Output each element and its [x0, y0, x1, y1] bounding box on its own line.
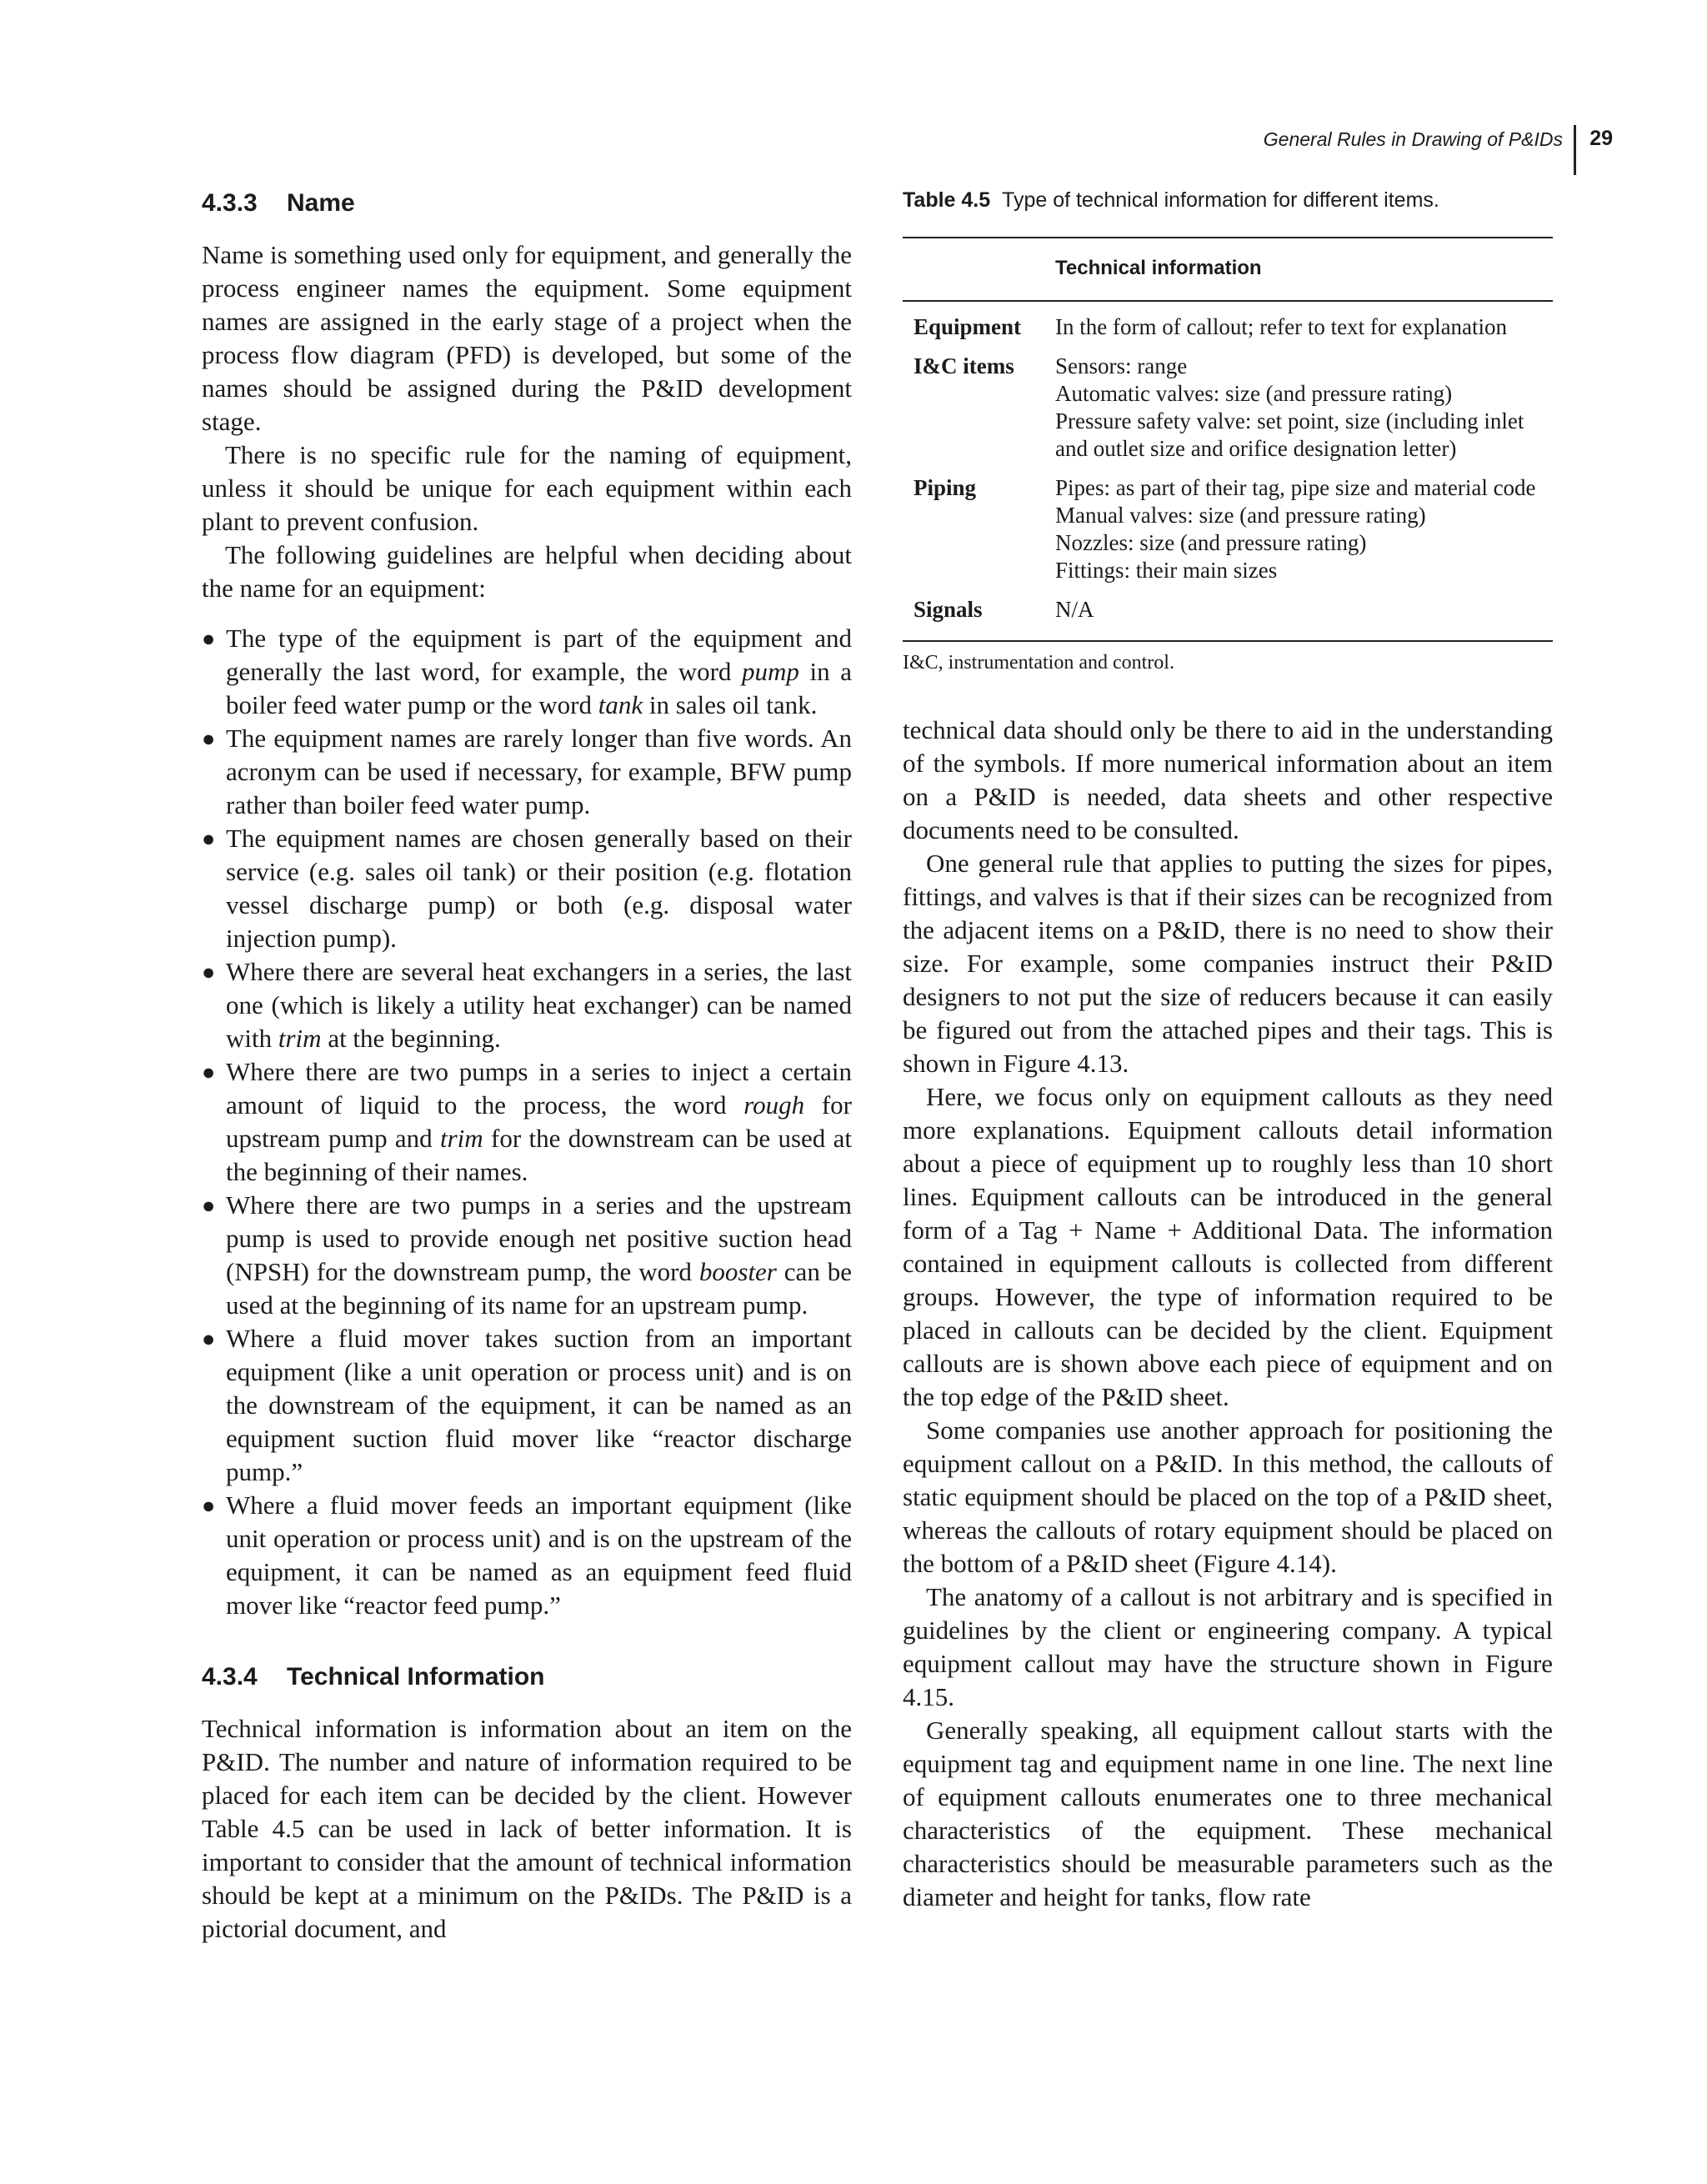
naming-guidelines-list	[202, 622, 852, 1622]
paragraph: The following guidelines are helpful when deciding about the name for an equipment:	[202, 540, 852, 603]
bullet-icon: ●	[202, 626, 216, 651]
section-number: 4.3.4	[202, 1663, 258, 1691]
table-header	[903, 238, 1553, 300]
list-item: ● Where there are several heat exchangers in a series, the last one (which is likely a utility heat exchanger) can be named with trim at the beginning.	[202, 957, 852, 1053]
list-item: ● Where there are two pumps in a series to inject a certain amount of liquid to the process, the word rough for upstream pump and trim for the downstream can be used at the beginning of their names.	[202, 1057, 852, 1186]
paragraph: Name is something used only for equipment, and generally the process engineer names the equipment. Some equipment names are assigned in the early stage of a project when the process flow diagram (PFD) is developed, but some of the names should be assigned during the P&ID development stage.	[202, 240, 852, 436]
bullet-icon: ●	[202, 1193, 216, 1218]
section-title: Technical Information	[287, 1663, 545, 1691]
list-item: ● The equipment names are rarely longer than five words. An acronym can be used if necessary, for example, BFW pump rather than boiler feed water pump.	[202, 724, 852, 819]
right-column	[903, 183, 1553, 1914]
running-title: General Rules in Drawing of P&IDs	[1263, 128, 1563, 150]
list-item: ● Where a fluid mover feeds an important equipment (like unit operation or process unit) and is on the upstream of the equipment, it can be named as an equipment feed fluid mover like “reactor feed pump.”	[202, 1490, 852, 1620]
table-row	[903, 596, 1553, 635]
bullet-icon: ●	[202, 826, 216, 851]
page-number: 29	[1589, 127, 1613, 150]
row-value: Sensors: range Automatic valves: size (and pressure rating) Pressure safety valve: set point, size (including inlet and outlet size and orifice designation letter)	[1055, 353, 1524, 461]
table-header-rule	[903, 300, 1553, 302]
header-divider	[1574, 125, 1576, 175]
table-caption: Table 4.5 Type of technical information for different items.	[903, 188, 1439, 212]
list-item: ● Where a fluid mover takes suction from an important equipment (like a unit operation or process unit) and is on the downstream of the equipment, it can be named as an equipment suction fluid mover like “reactor discharge pump.”	[202, 1324, 852, 1486]
bullet-icon: ●	[202, 726, 216, 751]
paragraph: Technical information is information about an item on the P&ID. The number and nature of information required to be placed for each item can be decided by the client. However Table 4.5 can be used in lack of better information. It is important to consider that the amount of technical information should be kept at a minimum on the P&IDs. The P&ID is a pictorial document, and	[202, 1714, 852, 1943]
list-item: ● The equipment names are chosen generally based on their service (e.g. sales oil tank) or their position (e.g. flotation vessel discharge pump) or both (e.g. disposal water injection pump).	[202, 824, 852, 953]
row-label: Signals	[914, 597, 983, 622]
paragraph: Here, we focus only on equipment callouts as they need more explanations. Equipment callouts detail information about a piece of equipment up to roughly less than 10 short lines. Equipment callouts can be introduced in the general form of a Tag + Name + Additional Data. The information contained in equipment callouts is collected from different groups. However, the type of information required to be placed in callouts can be decided by the client. Equipment callouts are is shown above each piece of equipment and on the top edge of the P&ID sheet.	[903, 1082, 1553, 1411]
table-4-5	[903, 183, 1553, 675]
paragraph: Some companies use another approach for positioning the equipment callout on a P&ID. In this method, the callouts of static equipment should be placed on the top of a P&ID sheet, whereas the callouts of rotary equipment should be placed on the bottom of a P&ID sheet (Figure 4.14).	[903, 1415, 1553, 1578]
row-label: Equipment	[914, 314, 1022, 339]
section-title: Name	[287, 189, 355, 217]
table-row	[903, 353, 1553, 474]
row-value: N/A	[1055, 597, 1094, 622]
column-header: Technical information	[1055, 257, 1262, 279]
left-column	[202, 183, 852, 1946]
section-heading-4-3-3	[202, 187, 852, 220]
list-item: ● The type of the equipment is part of the equipment and generally the last word, for example, the word pump in a boiler feed water pump or the word tank in sales oil tank.	[202, 624, 852, 719]
paragraph: There is no specific rule for the naming of equipment, unless it should be unique for each equipment within each plant to prevent confusion.	[202, 440, 852, 536]
bullet-icon: ●	[202, 1059, 216, 1084]
running-header	[1000, 125, 1613, 175]
row-value: In the form of callout; refer to text for explanation	[1055, 314, 1508, 339]
row-label: Piping	[914, 475, 977, 500]
paragraph: Generally speaking, all equipment callout starts with the equipment tag and equipment name in one line. The next line of equipment callouts enumerates one to three mechanical characteristics of the equipment. These mechanical characteristics should be measurable parameters such as the diameter and height for tanks, flow rate	[903, 1716, 1553, 1911]
table-bottom-rule	[903, 640, 1553, 642]
technical-info-table	[903, 313, 1553, 635]
paragraph: One general rule that applies to putting the sizes for pipes, fittings, and valves is that if their sizes can be recognized from the adjacent items on a P&ID, there is no need to show their size. For example, some companies instruct their P&ID designers to not put the size of reducers because it can easily be figured out from the attached pipes and their tags. This is shown in Figure 4.13.	[903, 849, 1553, 1078]
table-row	[903, 474, 1553, 596]
list-item: ● Where there are two pumps in a series and the upstream pump is used to provide enough net positive suction head (NPSH) for the downstream pump, the word booster can be used at the beginning of its name for an upstream pump.	[202, 1190, 853, 1320]
paragraph: technical data should only be there to aid in the understanding of the symbols. If more numerical information about an item on a P&ID is needed, data sheets and other respective documents need to be consulted.	[903, 715, 1553, 844]
bullet-icon: ●	[202, 1493, 216, 1518]
section-number: 4.3.3	[202, 189, 258, 217]
row-value: Pipes: as part of their tag, pipe size and material code Manual valves: size (and pressure rating) Nozzles: size (and pressure rating) Fittings: their main sizes	[1055, 475, 1536, 583]
row-label: I&C items	[914, 353, 1014, 378]
bullet-icon: ●	[202, 1326, 216, 1351]
bullet-icon: ●	[202, 959, 216, 984]
table-footnote: I&C, instrumentation and control.	[903, 652, 1174, 674]
paragraph: The anatomy of a callout is not arbitrary and is specified in guidelines by the client or engineering company. A typical equipment callout may have the structure shown in Figure 4.15.	[903, 1582, 1553, 1711]
table-row	[903, 313, 1553, 353]
section-heading-4-3-4	[202, 1661, 852, 1694]
